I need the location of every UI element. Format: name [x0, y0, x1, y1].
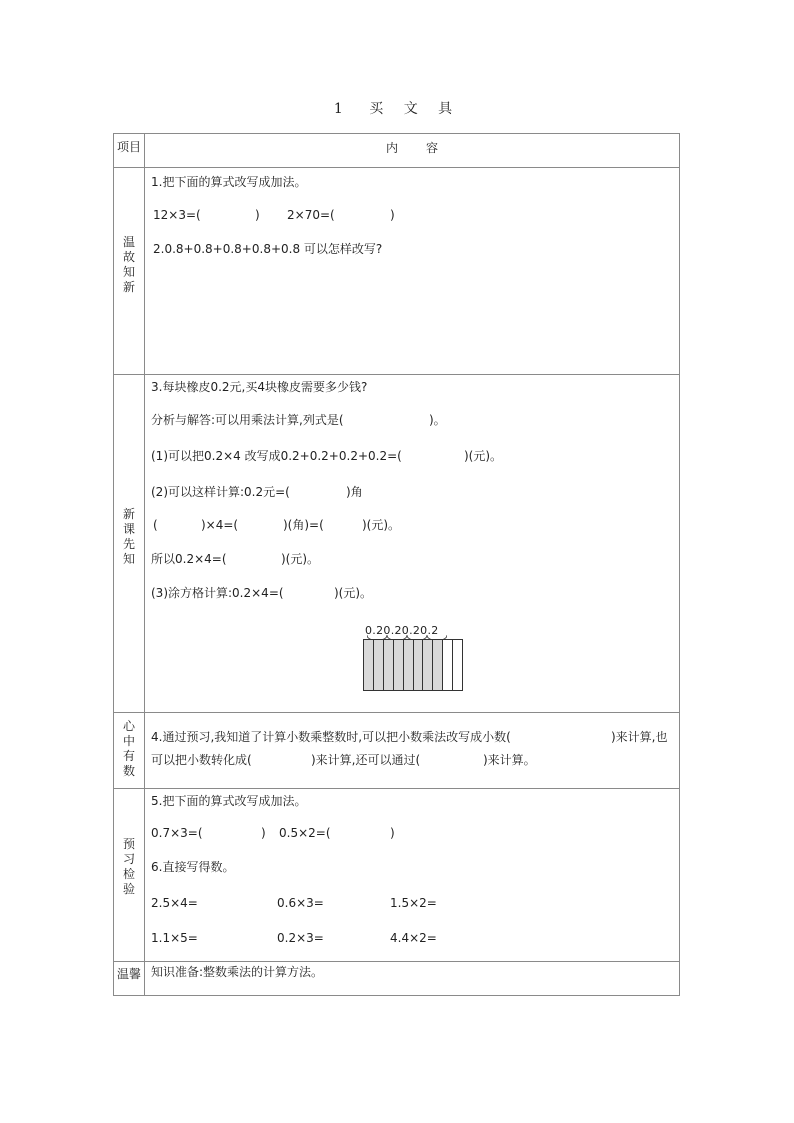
tip-label: 温馨	[116, 967, 141, 981]
grid-cell-shaded	[404, 640, 414, 690]
paren-close: )(元)。	[281, 552, 320, 566]
paren-close: )	[255, 208, 260, 222]
check-label-cell	[114, 789, 145, 962]
grid-cell	[453, 640, 462, 690]
part1-text: (1)可以把0.2×4 改写成0.2+0.2+0.2+0.2=(	[151, 449, 402, 463]
q6-item: 1.5×2=	[390, 896, 437, 910]
q4-line2b: )来计算,还可以通过(	[311, 753, 421, 767]
review-label: 温故知新	[122, 235, 135, 294]
check-content-cell	[145, 789, 680, 962]
part3-text: (3)涂方格计算:0.2×4=(	[151, 586, 284, 600]
grid-figure	[363, 624, 463, 694]
q6-item: 0.6×3=	[277, 896, 324, 910]
paren-close: )	[390, 208, 395, 222]
part2-line-b4: )(元)。	[362, 518, 401, 532]
paren-close: )	[261, 826, 266, 840]
mind-label-cell	[114, 713, 145, 789]
grid-cell-shaded	[394, 640, 404, 690]
paren-close: )。	[429, 413, 446, 427]
q1-expr-a: 12×3=(	[153, 208, 201, 222]
grid-labels: 0.20.20.20.2	[365, 624, 439, 637]
part2-line-b3: )(角)=(	[283, 518, 324, 532]
grid-cell-shaded	[414, 640, 424, 690]
q5-expr-a: 0.7×3=(	[151, 826, 203, 840]
tip-label-cell	[114, 962, 145, 996]
shading-grid	[363, 639, 463, 691]
analysis-text: 分析与解答:可以用乘法计算,列式是(	[151, 413, 344, 427]
header-char: 容	[426, 141, 439, 155]
paren-close: )(元)。	[334, 586, 373, 600]
grid-cell-shaded	[374, 640, 384, 690]
title-char: 文	[403, 101, 418, 117]
q1-expr-b: 2×70=(	[287, 208, 335, 222]
q6-item: 2.5×4=	[151, 896, 198, 910]
q6-item: 1.1×5=	[151, 931, 198, 945]
mind-content-cell	[145, 713, 680, 789]
grid-cell-shaded	[364, 640, 374, 690]
header-content-cell	[145, 134, 680, 168]
q5-expr-b: 0.5×2=(	[279, 826, 331, 840]
part2-text: (2)可以这样计算:0.2元=(	[151, 485, 290, 499]
header-content	[145, 134, 679, 156]
q5-prompt: 5.把下面的算式改写成加法。	[151, 794, 307, 808]
tip-content-cell	[145, 962, 680, 996]
q3-prompt: 3.每块橡皮0.2元,买4块橡皮需要多少钱?	[151, 380, 368, 394]
q4-line2c: )来计算。	[483, 753, 536, 767]
part2-line-b2: )×4=(	[201, 518, 239, 532]
q4-line1a: 4.通过预习,我知道了计算小数乘整数时,可以把小数乘法改写成小数(	[151, 730, 511, 744]
part2-line-b1: (	[153, 518, 158, 532]
newlesson-label-cell	[114, 375, 145, 713]
review-label-cell	[114, 168, 145, 375]
q1-prompt: 1.把下面的算式改写成加法。	[151, 175, 307, 189]
paren-close: )角	[346, 485, 363, 499]
part2-conclusion: 所以0.2×4=(	[151, 552, 227, 566]
paren-close: )(元)。	[464, 449, 503, 463]
check-label: 预习检验	[122, 837, 135, 896]
q6-item: 0.2×3=	[277, 931, 324, 945]
grid-cell-shaded	[423, 640, 433, 690]
worksheet-table	[113, 133, 680, 996]
newlesson-label: 新课先知	[122, 507, 135, 566]
q6-item: 4.4×2=	[390, 931, 437, 945]
newlesson-content-cell	[145, 375, 680, 713]
q2-prompt: 2.0.8+0.8+0.8+0.8+0.8 可以怎样改写?	[153, 242, 383, 256]
q4-line1b: )来计算,也	[611, 730, 668, 744]
header-item-cell	[114, 134, 145, 168]
grid-cell-shaded	[384, 640, 394, 690]
tip-text: 知识准备:整数乘法的计算方法。	[151, 965, 324, 979]
title-char: 具	[438, 101, 453, 117]
review-content-cell	[145, 168, 680, 375]
page-title	[0, 98, 794, 118]
header-char: 内	[385, 141, 398, 155]
paren-close: )	[390, 826, 395, 840]
grid-cell-shaded	[433, 640, 443, 690]
q4-line2a: 可以把小数转化成(	[151, 753, 252, 767]
mind-label: 心中有数	[122, 719, 135, 778]
grid-cell	[443, 640, 453, 690]
header-item: 项目	[116, 140, 141, 154]
q6-prompt: 6.直接写得数。	[151, 860, 235, 874]
lesson-number: 1	[333, 101, 343, 117]
title-char: 买	[369, 101, 384, 117]
